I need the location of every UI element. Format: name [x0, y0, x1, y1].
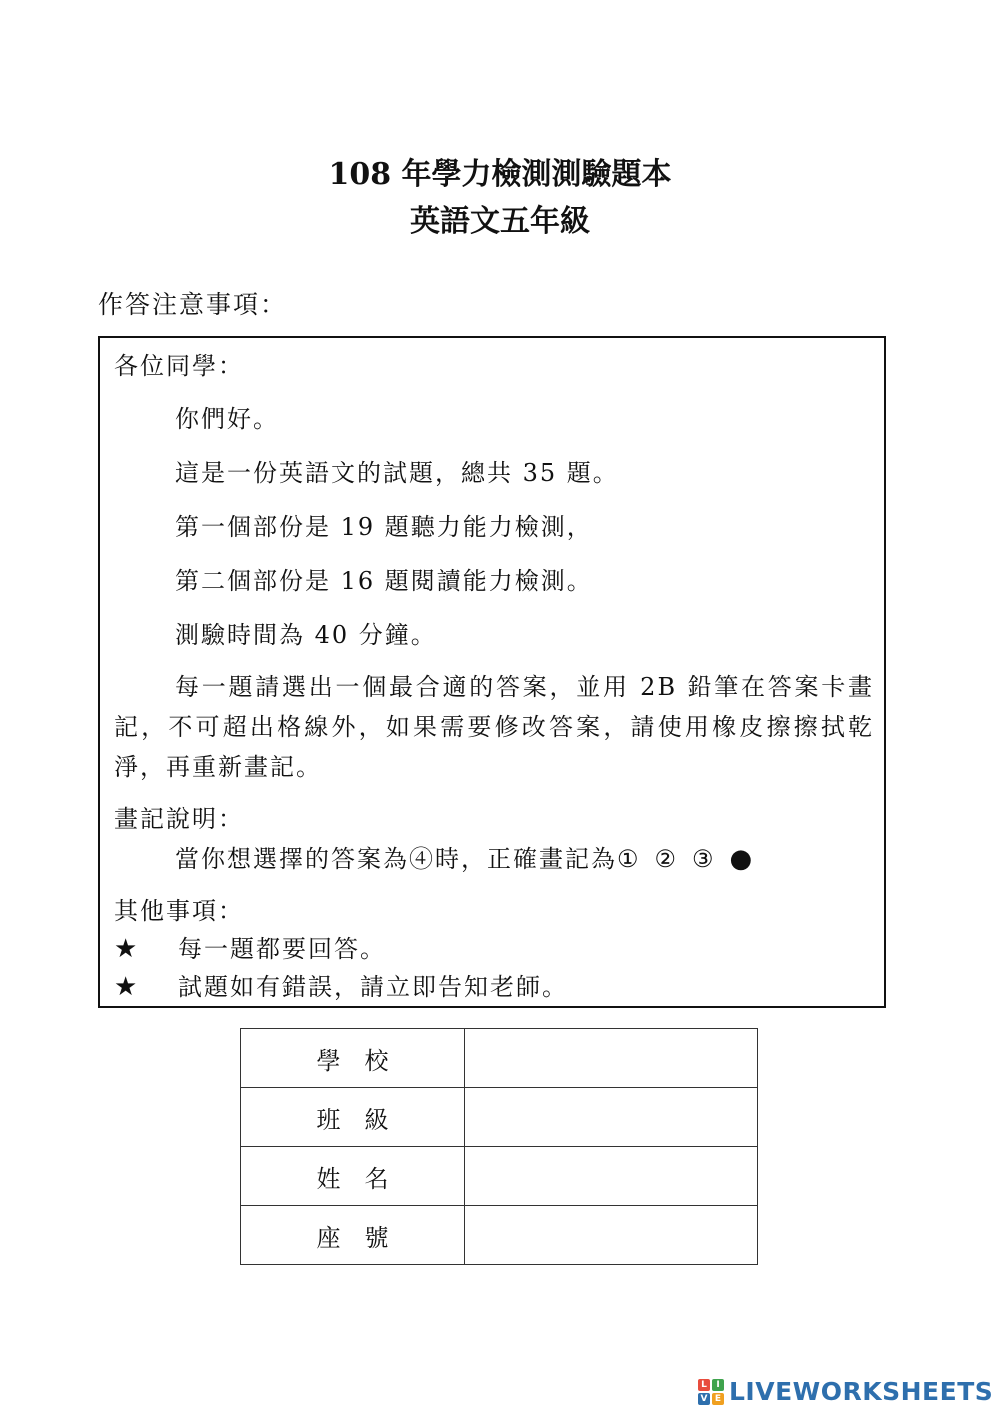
hello-line: 你們好。	[175, 405, 279, 433]
reading-section-line: 第二個部份是 16 題閱讀能力檢測。	[175, 567, 593, 595]
time-limit-line: 測驗時間為 40 分鐘。	[175, 621, 437, 649]
marking-example	[175, 842, 754, 876]
class-label: 班 級	[241, 1088, 465, 1147]
answer-instructions: 每一題請選出一個最合適的答案，並用 2B 鉛筆在答案卡畫記，不可超出格線外，如果需要修改答案，請使用橡皮擦擦拭乾淨，再重新畫記。	[114, 673, 874, 781]
other-heading: 其他事項：	[114, 897, 244, 925]
bullet-text: 試題如有錯誤，請立即告知老師。	[178, 973, 568, 1001]
table-row	[241, 1147, 758, 1206]
logo-text: LIVEWORKSHEETS	[729, 1377, 994, 1406]
marking-text: 當你想選擇的答案為④時，正確畫記為	[175, 845, 617, 873]
bullet-text: 每一題都要回答。	[178, 935, 386, 963]
school-label: 學 校	[241, 1029, 465, 1088]
bubble-option-4-filled: ●	[729, 844, 755, 874]
school-field[interactable]	[465, 1029, 758, 1088]
liveworksheets-logo[interactable]	[698, 1377, 993, 1406]
name-label: 姓 名	[241, 1147, 465, 1206]
class-field[interactable]	[465, 1088, 758, 1147]
table-row	[241, 1088, 758, 1147]
notice-heading: 作答注意事項：	[98, 290, 288, 319]
listening-section-line: 第一個部份是 19 題聽力能力檢測，	[175, 513, 593, 541]
student-info-table	[240, 1028, 758, 1265]
seat-number-field[interactable]	[465, 1206, 758, 1265]
page-subtitle: 英語文五年級	[410, 204, 590, 239]
bubble-option-3: ③	[692, 845, 716, 873]
star-icon: ★	[114, 972, 140, 1002]
page-title: 108 年學力檢測測驗題本	[328, 157, 672, 192]
bubble-option-2: ②	[654, 845, 679, 873]
table-row	[241, 1206, 758, 1265]
total-questions-line: 這是一份英語文的試題，總共 35 題。	[175, 459, 619, 487]
seat-number-label: 座 號	[241, 1206, 465, 1265]
marking-heading: 畫記說明：	[114, 805, 244, 833]
table-row	[241, 1029, 758, 1088]
bullet-item	[114, 970, 568, 1004]
greeting: 各位同學：	[114, 352, 244, 380]
bullet-item	[114, 932, 386, 966]
star-icon: ★	[114, 934, 140, 964]
logo-mark-icon: L I V E	[698, 1379, 724, 1405]
notice-box	[98, 336, 886, 1008]
name-field[interactable]	[465, 1147, 758, 1206]
bubble-option-1: ①	[617, 845, 641, 873]
